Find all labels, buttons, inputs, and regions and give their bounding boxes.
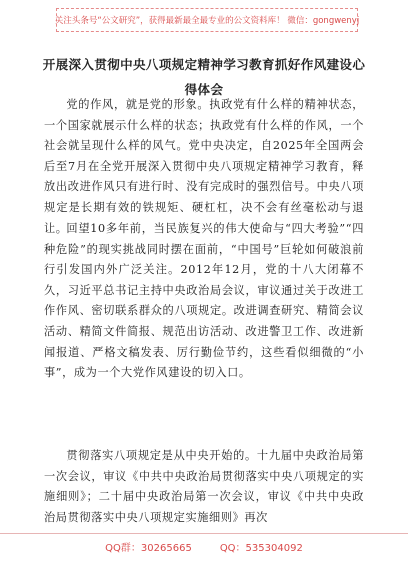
header-banner: 关注头条号“公文研究”，获得最新最全最专业的公文资料库！ 微信：gongwenyj — [56, 8, 358, 32]
document-title-line-1: 开展深入贯彻中央八项规定精神学习教育抓好作风建设心 — [42, 57, 366, 72]
body-paragraph-3: 贯彻落实八项规定是从中央开始的。十九届中央政治局第一次会议，审议《中共中央政治局贯彻落实中央八项规定的实施细则》；二十届中央政治局第一次会议，审议《中共中央政治局贯彻落实中央八项规定实施细则》再次 — [44, 449, 364, 524]
body-paragraph-2: 回望10多年前，当民族复兴的伟大使命与“四大考验”“四种危险”的现实挑战同时摆在面前，“中国号”巨轮如何破浪前行引发国内外广泛关注。2012年12月，党的十八大闭幕不久，习近平总书记主持中央政治局会议，审议通过关于改进工作作风、密切联系群众的八项规定。改进调查研究、精简会议活动、精简文件简报、规范出访活动、改进警卫工作、改进新闻报道、严格文稿发表、厉行勤俭节约，这些看似细微的“小事”，成为一个大党作风建设的切入口。 — [44, 222, 364, 380]
body-paragraph-1: 党的作风，就是党的形象。执政党有什么样的精神状态，一个国家就展示什么样的状态；执政党有什么样的作风，一个社会就呈现什么样的风气。党中央决定，自2025年全国两会后至7月在全党开展深入贯彻中央八项规定精神学习教育，释放出改进作风只有进行时、没有完成时的强烈信号。中央八项规定是长期有效的铁规矩、硬杠杠，决不会有丝毫松动与退让。 — [44, 98, 364, 235]
footer-qq-number: QQ：535304092 — [219, 543, 303, 554]
footer-qq-group: QQ群：30265665 — [105, 543, 192, 554]
document-title-line-2: 得体会 — [184, 82, 224, 97]
footer-contacts — [0, 533, 408, 554]
